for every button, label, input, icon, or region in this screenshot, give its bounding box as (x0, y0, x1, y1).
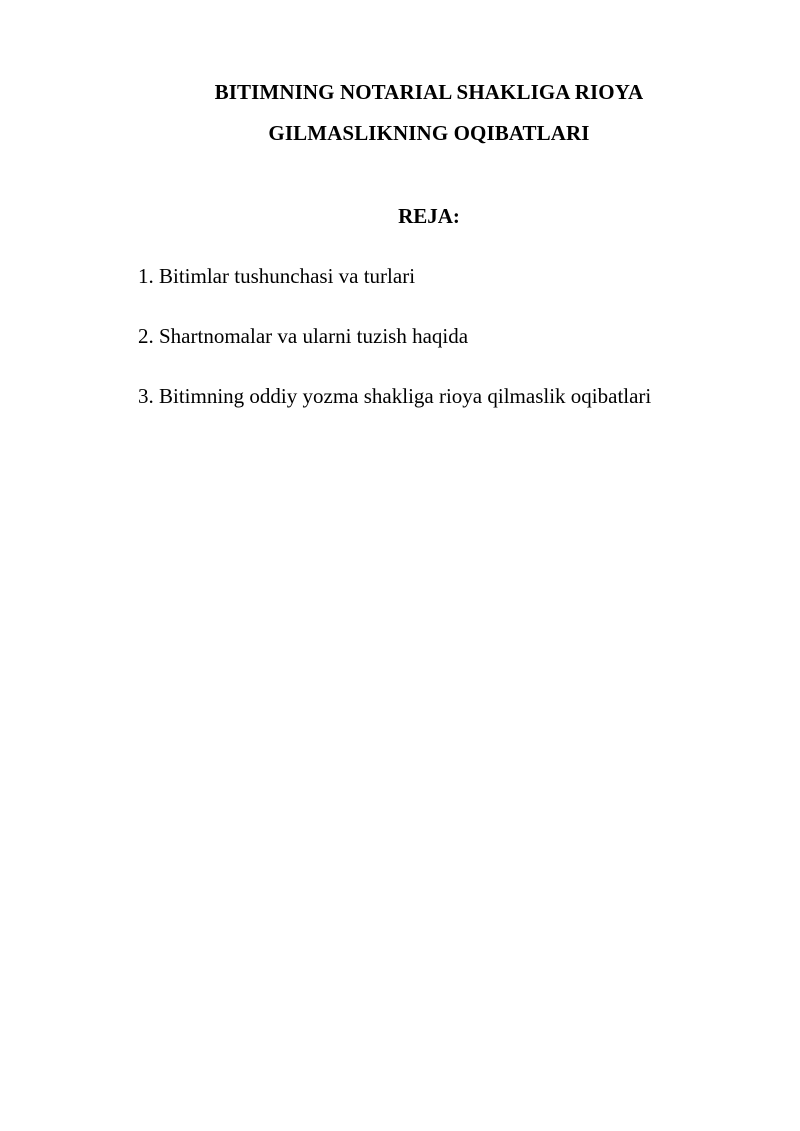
document-title-line-2: GILMASLIKNING OQIBATLARI (268, 121, 590, 145)
plan-item: 3. Bitimning oddiy yozma shakliga rioya qilmaslik oqibatlari (138, 384, 652, 408)
plan-list (138, 263, 651, 443)
plan-item: 2. Shartnomalar va ularni tuzish haqida (138, 324, 469, 348)
plan-item: 1. Bitimlar tushunchasi va turlari (138, 264, 416, 288)
document-title-line-1: BITIMNING NOTARIAL SHAKLIGA RIOYA (214, 80, 644, 104)
plan-heading: REJA: (398, 204, 460, 228)
